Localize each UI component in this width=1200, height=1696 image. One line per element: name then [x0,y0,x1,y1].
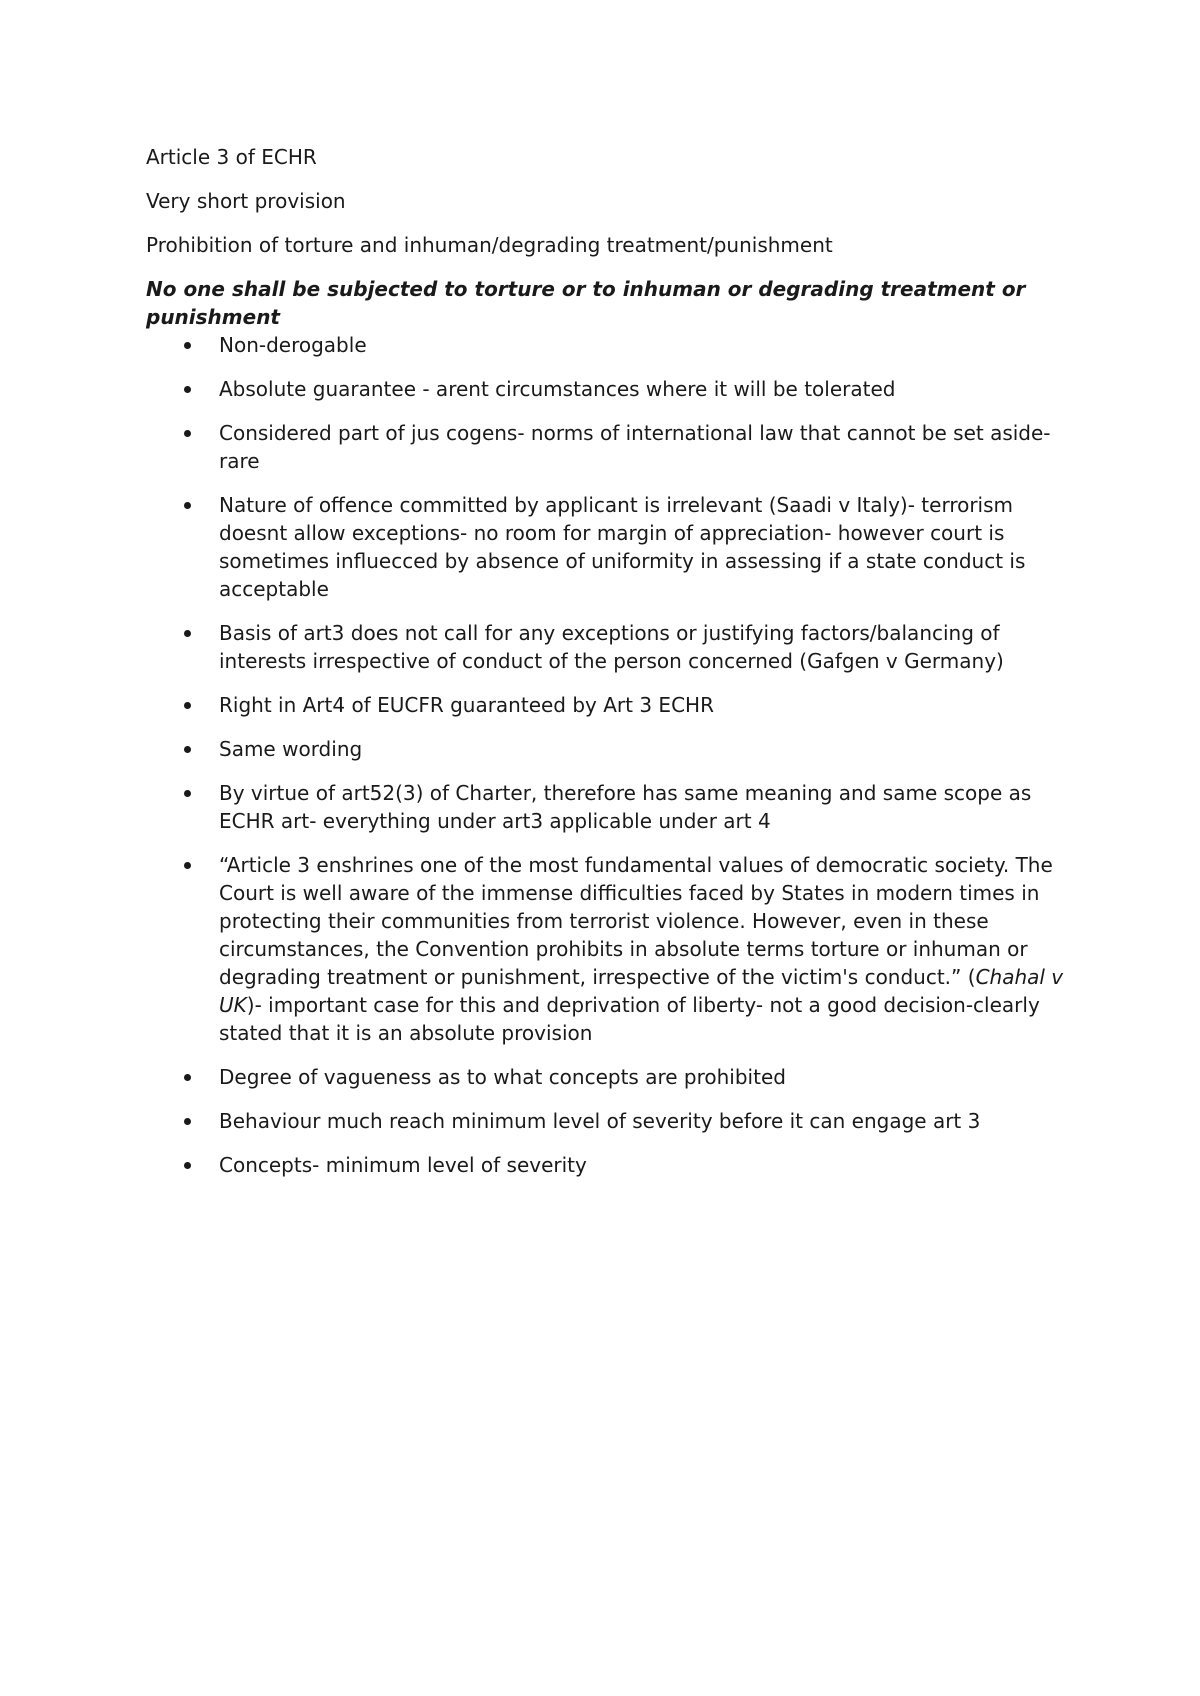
list-item-quote [146,851,1086,1047]
list-item-text: By virtue of art52(3) of Charter, therefore has same meaning and same scope as ECHR art- everything under art3 applicable under art 4 [219,781,1032,833]
bullet-icon [184,1162,191,1169]
list-item-text: Basis of art3 does not call for any exceptions or justifying factors/balancing of interests irrespective of conduct of the person concerned (Gafgen v Germany) [219,621,1004,673]
bullet-icon [184,430,191,437]
bullet-icon [184,1074,191,1081]
list-item-text: Nature of offence committed by applicant is irrelevant (Saadi v Italy)- terrorism doesnt allow exceptions- no room for margin of appreciation- however court is sometimes influecced by absence of uniformity in assessing if a state conduct is acceptable [219,493,1026,601]
bullet-icon [184,630,191,637]
bullet-icon [184,862,191,869]
document-topic: Prohibition of torture and inhuman/degrading treatment/punishment [146,233,833,257]
bullet-icon [184,790,191,797]
bullet-list-principles [146,331,1086,675]
list-item [146,691,1086,719]
list-item [146,1063,1086,1091]
list-item-text: Degree of vagueness as to what concepts are prohibited [219,1065,786,1089]
list-item [146,735,1086,763]
case-name: Chahal v UK [219,965,1064,1017]
list-item [146,375,1086,403]
quote-text: “Article 3 enshrines one of the most fundamental values of democratic society. The Court is well aware of the immense difficulties faced by States in modern times in protecting their communities from terrorist violence. However, even in these circumstances, the Convention prohibits in absolute terms torture or inhuman or degrading treatment or punishment, irrespective of the victim's conduct.” ( [219,853,1053,989]
bullet-list-case-law [146,851,1086,1179]
document-heading: Article 3 of ECHR [146,145,317,169]
list-item [146,1107,1086,1135]
bullet-icon [184,1118,191,1125]
provision-text: No one shall be subjected to torture or to inhuman or degrading treatment or punishment [146,277,1026,329]
document-body [146,143,1086,1179]
list-item [146,491,1086,603]
list-item [146,331,1086,359]
bullet-icon [184,386,191,393]
bullet-icon [184,502,191,509]
list-item-text: Behaviour much reach minimum level of severity before it can engage art 3 [219,1109,981,1133]
list-item [146,779,1086,835]
list-item-text: Absolute guarantee - arent circumstances where it will be tolerated [219,377,896,401]
list-item-text: Non-derogable [219,333,367,357]
list-item-text: Right in Art4 of EUCFR guaranteed by Art 3 ECHR [219,693,714,717]
bullet-icon [184,342,191,349]
list-item-text: Same wording [219,737,363,761]
list-item [146,619,1086,675]
bullet-icon [184,702,191,709]
bullet-icon [184,746,191,753]
list-item [146,419,1086,475]
list-item-text: Concepts- minimum level of severity [219,1153,587,1177]
list-item-text: Considered part of jus cogens- norms of international law that cannot be set aside- rare [219,421,1051,473]
list-item [146,1151,1086,1179]
bullet-list-eucfr [146,691,1086,835]
quote-commentary: )- important case for this and deprivation of liberty- not a good decision-clearly stated that it is an absolute provision [219,993,1040,1045]
document-subtitle: Very short provision [146,189,346,213]
